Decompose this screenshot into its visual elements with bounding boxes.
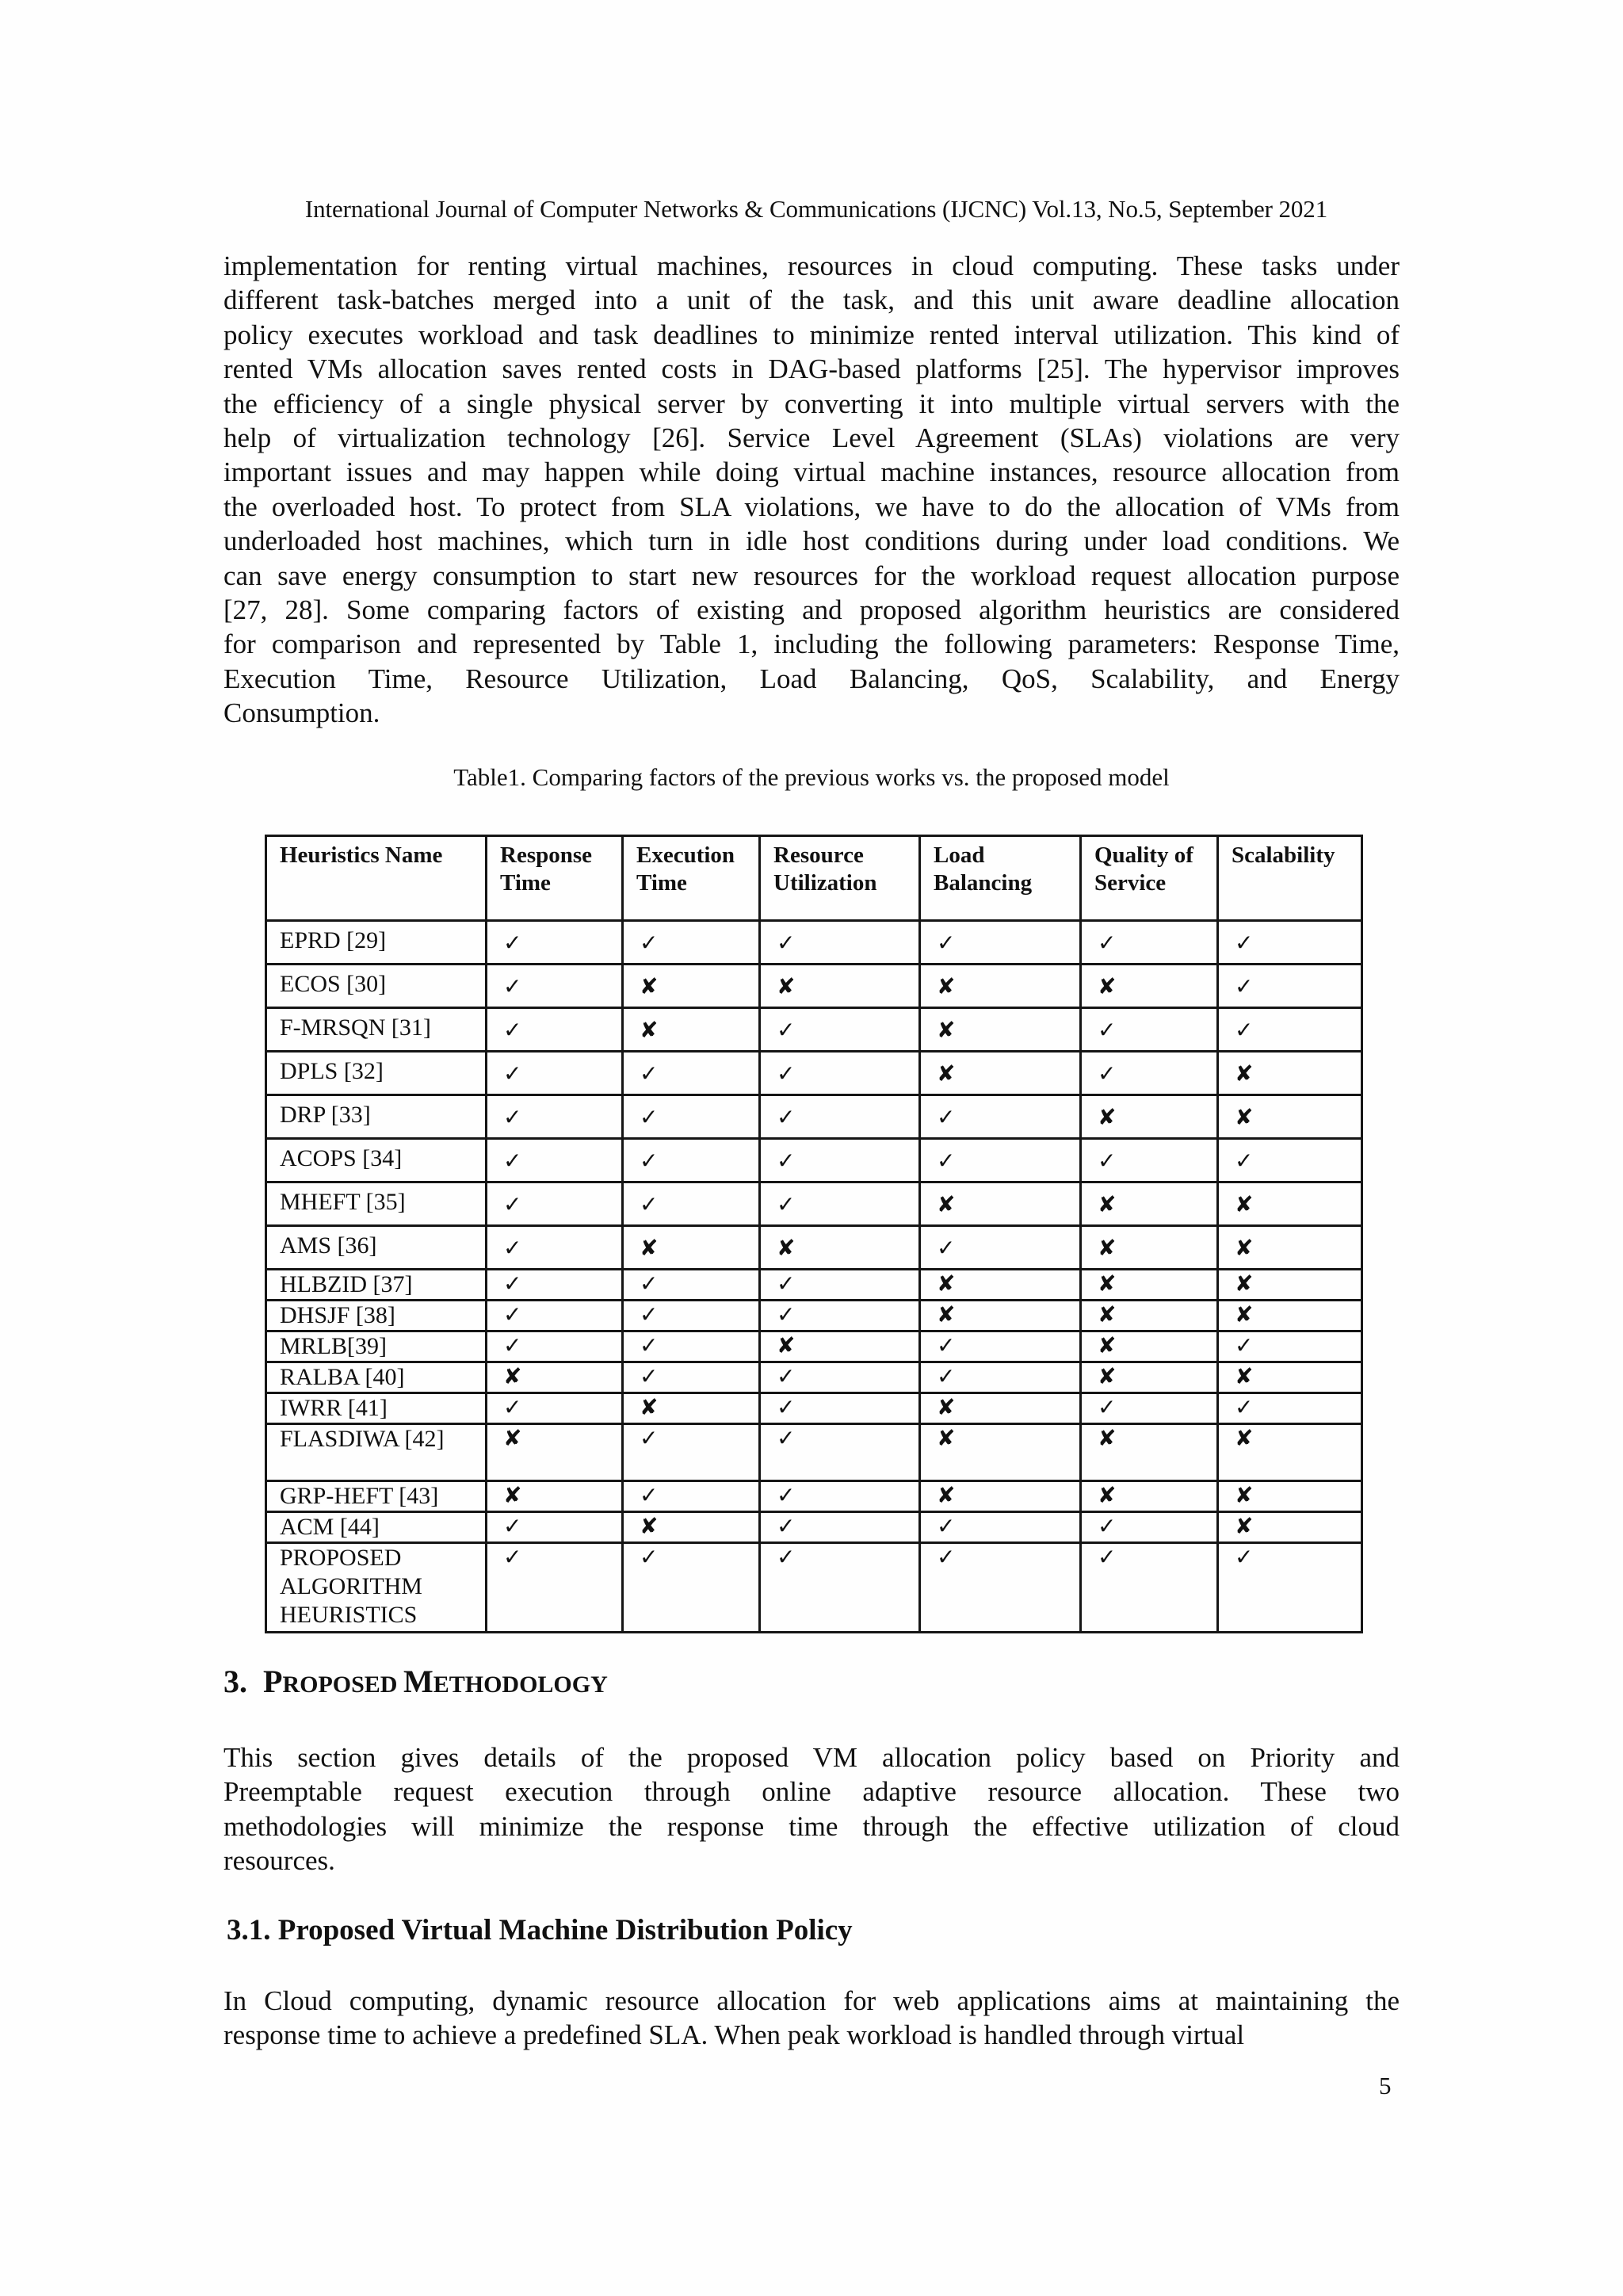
check-icon: ✓ [503,1332,522,1358]
column-header [920,836,1081,921]
table-row [266,1139,1362,1182]
cross-icon: ✘ [937,1060,956,1087]
check-icon: ✓ [777,1513,796,1539]
heuristic-name-line: HEURISTICS [280,1602,418,1628]
criteria-cell [760,1512,920,1543]
check-icon: ✓ [937,1235,956,1261]
heuristic-name: AMS [36] [266,1226,487,1270]
column-header-line: Time [636,870,687,896]
section-3-paragraph [223,1740,1400,1878]
heuristic-name: HLBZID [37] [266,1270,487,1301]
heuristic-name [266,1543,487,1633]
criteria-cell [920,1270,1081,1301]
criteria-cell [623,1139,760,1182]
cross-icon: ✘ [937,1017,956,1043]
text-line: policy executes workload and task deadlines to minimize rented interval utilization. This kind of [223,319,1400,350]
criteria-cell [920,1095,1081,1139]
criteria-cell [1081,1095,1218,1139]
cross-icon: ✘ [503,1425,522,1451]
table-header-row [266,836,1362,921]
criteria-cell [487,965,623,1008]
criteria-cell [760,1481,920,1512]
cross-icon: ✘ [1098,1301,1117,1328]
heuristic-name: RALBA [40] [266,1362,487,1393]
criteria-cell [1218,1362,1362,1393]
check-icon: ✓ [640,1270,659,1297]
column-header [760,836,920,921]
section-3-1-heading: 3.1. Proposed Virtual Machine Distribution Policy [227,1914,853,1946]
criteria-cell [1081,1182,1218,1226]
cross-icon: ✘ [1098,1104,1117,1130]
table-row [266,1393,1362,1424]
text-line: rented VMs allocation saves rented costs in DAG-based platforms [25]. The hypervisor improves [223,353,1400,385]
check-icon: ✓ [937,1104,956,1130]
criteria-cell [1218,1512,1362,1543]
criteria-cell [1081,965,1218,1008]
criteria-cell [487,1331,623,1362]
text-line: Consumption. [223,697,380,729]
criteria-cell [1218,1226,1362,1270]
check-icon: ✓ [503,930,522,956]
cross-icon: ✘ [1235,1425,1254,1451]
check-icon: ✓ [777,1363,796,1389]
cross-icon: ✘ [937,1191,956,1217]
criteria-cell [623,1424,760,1481]
check-icon: ✓ [937,1332,956,1358]
heuristic-name-line: PROPOSED [280,1545,402,1571]
column-header [487,836,623,921]
column-header-line: Resource [773,842,864,868]
heuristic-name: ACOPS [34] [266,1139,487,1182]
criteria-cell [760,1424,920,1481]
check-icon: ✓ [777,1482,796,1508]
check-icon: ✓ [640,1363,659,1389]
text-line: underloaded host machines, which turn in idle host conditions during under load conditions. We [223,525,1400,557]
check-icon: ✓ [640,1148,659,1174]
criteria-cell [623,1052,760,1095]
column-header [623,836,760,921]
check-icon: ✓ [777,1394,796,1420]
cross-icon: ✘ [640,1235,659,1261]
check-icon: ✓ [640,1482,659,1508]
check-icon: ✓ [937,1513,956,1539]
check-icon: ✓ [777,930,796,956]
criteria-cell [623,921,760,965]
column-header-line: Scalability [1232,842,1335,868]
criteria-cell [760,1331,920,1362]
criteria-cell [1218,1270,1362,1301]
check-icon: ✓ [1235,1017,1254,1043]
check-icon: ✓ [503,1191,522,1217]
table-caption: Table1. Comparing factors of the previous works vs. the proposed model [453,763,1170,791]
criteria-cell [920,1424,1081,1481]
check-icon: ✓ [1098,1060,1117,1087]
criteria-cell [487,1543,623,1633]
criteria-cell [487,1481,623,1512]
criteria-cell [920,965,1081,1008]
table-row [266,1331,1362,1362]
text-line: the overloaded host. To protect from SLA violations, we have to do the allocation of VMs from [223,491,1400,522]
criteria-cell [1218,921,1362,965]
cross-icon: ✘ [1098,1235,1117,1261]
criteria-cell [760,1095,920,1139]
table-row [266,1226,1362,1270]
title-smallcaps: ETHODOLOGY [433,1671,608,1698]
text-line: response time to achieve a predefined SLA. When peak workload is handled through virtual [223,2019,1245,2051]
check-icon: ✓ [640,1104,659,1130]
table-row [266,1362,1362,1393]
criteria-cell [1081,1226,1218,1270]
criteria-cell [760,1226,920,1270]
text-line: Execution Time, Resource Utilization, Load Balancing, QoS, Scalability, and Energy [223,663,1400,694]
cross-icon: ✘ [937,973,956,999]
cross-icon: ✘ [1098,1425,1117,1451]
criteria-cell [1218,1182,1362,1226]
criteria-cell [1081,1543,1218,1633]
criteria-cell [760,1270,920,1301]
criteria-cell [1081,1512,1218,1543]
cross-icon: ✘ [1098,973,1117,999]
criteria-cell [760,1182,920,1226]
cross-icon: ✘ [1098,1332,1117,1358]
column-header [266,836,487,921]
cross-icon: ✘ [1235,1482,1254,1508]
check-icon: ✓ [1235,1394,1254,1420]
text-line: In Cloud computing, dynamic resource allocation for web applications aims at maintaining the [223,1985,1400,2016]
section-3-1-paragraph [223,1984,1400,2053]
criteria-cell [920,1008,1081,1052]
criteria-cell [487,1226,623,1270]
criteria-cell [1218,1543,1362,1633]
criteria-cell [760,1393,920,1424]
criteria-cell [920,1512,1081,1543]
cross-icon: ✘ [1098,1270,1117,1297]
criteria-cell [1081,1052,1218,1095]
check-icon: ✓ [640,930,659,956]
cross-icon: ✘ [1235,1270,1254,1297]
cross-icon: ✘ [1098,1363,1117,1389]
text-line: resources. [223,1845,335,1877]
check-icon: ✓ [503,1148,522,1174]
cross-icon: ✘ [937,1394,956,1420]
cross-icon: ✘ [640,1394,659,1420]
column-header-line: Execution [636,842,735,868]
criteria-cell [1218,1008,1362,1052]
cross-icon: ✘ [1235,1301,1254,1328]
check-icon: ✓ [937,1363,956,1389]
text-line: implementation for renting virtual machines, resources in cloud computing. These tasks under [223,250,1400,281]
text-line: methodologies will minimize the response time through the effective utilization of cloud [223,1810,1400,1842]
text-line: can save energy consumption to start new resources for the workload request allocation purpose [223,560,1400,591]
check-icon: ✓ [503,973,522,999]
cross-icon: ✘ [777,1235,796,1261]
cross-icon: ✘ [1235,1191,1254,1217]
check-icon: ✓ [937,1544,956,1570]
cross-icon: ✘ [1235,1235,1254,1261]
criteria-cell [1218,1481,1362,1512]
criteria-cell [760,921,920,965]
text-line: help of virtualization technology [26]. Service Level Agreement (SLAs) violations are very [223,422,1400,453]
criteria-cell [1218,1331,1362,1362]
criteria-cell [920,1139,1081,1182]
check-icon: ✓ [777,1270,796,1297]
check-icon: ✓ [937,1148,956,1174]
criteria-cell [487,1052,623,1095]
criteria-cell [623,1270,760,1301]
criteria-cell [920,1362,1081,1393]
column-header-line: Utilization [773,870,877,896]
check-icon: ✓ [1098,1513,1117,1539]
text-line: This section gives details of the proposed VM allocation policy based on Priority and [223,1742,1400,1773]
criteria-cell [1081,1270,1218,1301]
criteria-cell [487,1139,623,1182]
criteria-cell [623,1301,760,1331]
criteria-cell [1081,1481,1218,1512]
column-header [1081,836,1218,921]
cross-icon: ✘ [1235,1060,1254,1087]
check-icon: ✓ [640,1544,659,1570]
check-icon: ✓ [503,1513,522,1539]
criteria-cell [920,1481,1081,1512]
check-icon: ✓ [777,1060,796,1087]
text-line: for comparison and represented by Table 1, including the following parameters: Response Time, [223,628,1400,660]
criteria-cell [1218,1139,1362,1182]
criteria-cell [1081,1331,1218,1362]
criteria-cell [623,1393,760,1424]
criteria-cell [623,1512,760,1543]
text-line: Preemptable request execution through online adaptive resource allocation. These two [223,1776,1400,1808]
check-icon: ✓ [503,1394,522,1420]
heuristic-name: MHEFT [35] [266,1182,487,1226]
criteria-cell [1081,1424,1218,1481]
check-icon: ✓ [640,1332,659,1358]
heuristic-name: ACM [44] [266,1512,487,1543]
column-header-line: Time [500,870,551,896]
check-icon: ✓ [640,1301,659,1328]
heuristic-name: F-MRSQN [31] [266,1008,487,1052]
title-initial: M [403,1664,433,1699]
comparison-table [265,835,1363,1633]
check-icon: ✓ [1235,1544,1254,1570]
criteria-cell [1218,1052,1362,1095]
criteria-cell [920,1052,1081,1095]
heuristic-name-line: ALGORITHM [280,1573,422,1599]
criteria-cell [1081,1393,1218,1424]
criteria-cell [623,1331,760,1362]
criteria-cell [487,1393,623,1424]
column-header-line: Service [1094,870,1167,896]
check-icon: ✓ [503,1017,522,1043]
column-header-line: Load [934,842,985,868]
criteria-cell [760,1362,920,1393]
column-header-line: Response [500,842,593,868]
table-row [266,1301,1362,1331]
criteria-cell [487,1424,623,1481]
cross-icon: ✘ [640,1513,659,1539]
criteria-cell [920,1331,1081,1362]
criteria-cell [1218,1095,1362,1139]
criteria-cell [623,1362,760,1393]
section-3-title [263,1664,608,1699]
page-number: 5 [1379,2072,1392,2099]
heuristic-name: DRP [33] [266,1095,487,1139]
criteria-cell [623,1226,760,1270]
check-icon: ✓ [777,1425,796,1451]
check-icon: ✓ [777,1191,796,1217]
check-icon: ✓ [1098,1148,1117,1174]
text-line: different task-batches merged into a unit of the task, and this unit aware deadline allocation [223,285,1400,316]
check-icon: ✓ [503,1270,522,1297]
cross-icon: ✘ [640,973,659,999]
cross-icon: ✘ [777,973,796,999]
check-icon: ✓ [503,1544,522,1570]
criteria-cell [623,1008,760,1052]
check-icon: ✓ [777,1544,796,1570]
check-icon: ✓ [1235,1332,1254,1358]
criteria-cell [1081,1301,1218,1331]
heuristic-name: IWRR [41] [266,1393,487,1424]
column-header-line: Quality of [1094,842,1193,868]
title-initial: P [263,1664,283,1699]
criteria-cell [1218,965,1362,1008]
criteria-cell [920,1182,1081,1226]
table-row [266,1182,1362,1226]
table-row [266,1424,1362,1481]
heuristic-name: FLASDIWA [42] [266,1424,487,1481]
heuristic-name: EPRD [29] [266,921,487,965]
check-icon: ✓ [777,1104,796,1130]
table-row [266,965,1362,1008]
criteria-cell [1081,921,1218,965]
criteria-cell [920,1301,1081,1331]
criteria-cell [623,1543,760,1633]
criteria-cell [623,965,760,1008]
criteria-cell [920,1226,1081,1270]
criteria-cell [1218,1301,1362,1331]
check-icon: ✓ [1098,1544,1117,1570]
journal-header: International Journal of Computer Networks & Communications (IJCNC) Vol.13, No.5, September 2021 [304,195,1328,223]
text-line: important issues and may happen while doing virtual machine instances, resource allocation from [223,457,1400,488]
table-row [266,1008,1362,1052]
table-row [266,1512,1362,1543]
check-icon: ✓ [503,1060,522,1087]
heuristic-name: DPLS [32] [266,1052,487,1095]
intro-paragraph [223,249,1400,730]
criteria-cell [487,921,623,965]
check-icon: ✓ [937,930,956,956]
table-row [266,1270,1362,1301]
criteria-cell [487,1270,623,1301]
cross-icon: ✘ [937,1425,956,1451]
criteria-cell [1081,1008,1218,1052]
heuristic-name: GRP-HEFT [43] [266,1481,487,1512]
table-row [266,921,1362,965]
criteria-cell [487,1008,623,1052]
criteria-cell [920,921,1081,965]
cross-icon: ✘ [777,1332,796,1358]
cross-icon: ✘ [937,1301,956,1328]
table-row [266,1095,1362,1139]
cross-icon: ✘ [503,1363,522,1389]
criteria-cell [487,1182,623,1226]
text-line: the efficiency of a single physical server by converting it into multiple virtual servers with the [223,388,1400,419]
check-icon: ✓ [777,1017,796,1043]
criteria-cell [760,1008,920,1052]
check-icon: ✓ [1235,973,1254,999]
check-icon: ✓ [1098,1394,1117,1420]
check-icon: ✓ [640,1425,659,1451]
criteria-cell [487,1362,623,1393]
cross-icon: ✘ [503,1482,522,1508]
check-icon: ✓ [1235,1148,1254,1174]
cross-icon: ✘ [1098,1191,1117,1217]
cross-icon: ✘ [1235,1513,1254,1539]
heuristic-name: MRLB[39] [266,1331,487,1362]
cross-icon: ✘ [1235,1363,1254,1389]
table-row [266,1543,1362,1633]
criteria-cell [760,1543,920,1633]
column-header [1218,836,1362,921]
check-icon: ✓ [777,1301,796,1328]
criteria-cell [760,965,920,1008]
column-header-line: Balancing [934,870,1033,896]
check-icon: ✓ [503,1301,522,1328]
column-header-line: Heuristics Name [280,842,443,868]
criteria-cell [1081,1139,1218,1182]
heuristic-name: ECOS [30] [266,965,487,1008]
heuristic-name: DHSJF [38] [266,1301,487,1331]
criteria-cell [487,1301,623,1331]
criteria-cell [623,1182,760,1226]
cross-icon: ✘ [640,1017,659,1043]
criteria-cell [920,1543,1081,1633]
table-row [266,1052,1362,1095]
check-icon: ✓ [503,1235,522,1261]
check-icon: ✓ [503,1104,522,1130]
cross-icon: ✘ [937,1270,956,1297]
criteria-cell [487,1512,623,1543]
cross-icon: ✘ [1098,1482,1117,1508]
cross-icon: ✘ [937,1482,956,1508]
criteria-cell [1218,1393,1362,1424]
criteria-cell [760,1139,920,1182]
cross-icon: ✘ [1235,1104,1254,1130]
check-icon: ✓ [777,1148,796,1174]
criteria-cell [487,1095,623,1139]
check-icon: ✓ [1235,930,1254,956]
criteria-cell [623,1095,760,1139]
criteria-cell [920,1393,1081,1424]
criteria-cell [1081,1362,1218,1393]
section-3-heading: 3. PROPOSED METHODOLOGY [223,1664,608,1699]
text-line: [27, 28]. Some comparing factors of existing and proposed algorithm heuristics are considered [223,594,1400,625]
criteria-cell [1218,1424,1362,1481]
table-row [266,1481,1362,1512]
check-icon: ✓ [640,1191,659,1217]
criteria-cell [760,1052,920,1095]
check-icon: ✓ [1098,930,1117,956]
criteria-cell [623,1481,760,1512]
title-smallcaps: ROPOSED [282,1671,403,1698]
check-icon: ✓ [1098,1017,1117,1043]
check-icon: ✓ [640,1060,659,1087]
criteria-cell [760,1301,920,1331]
